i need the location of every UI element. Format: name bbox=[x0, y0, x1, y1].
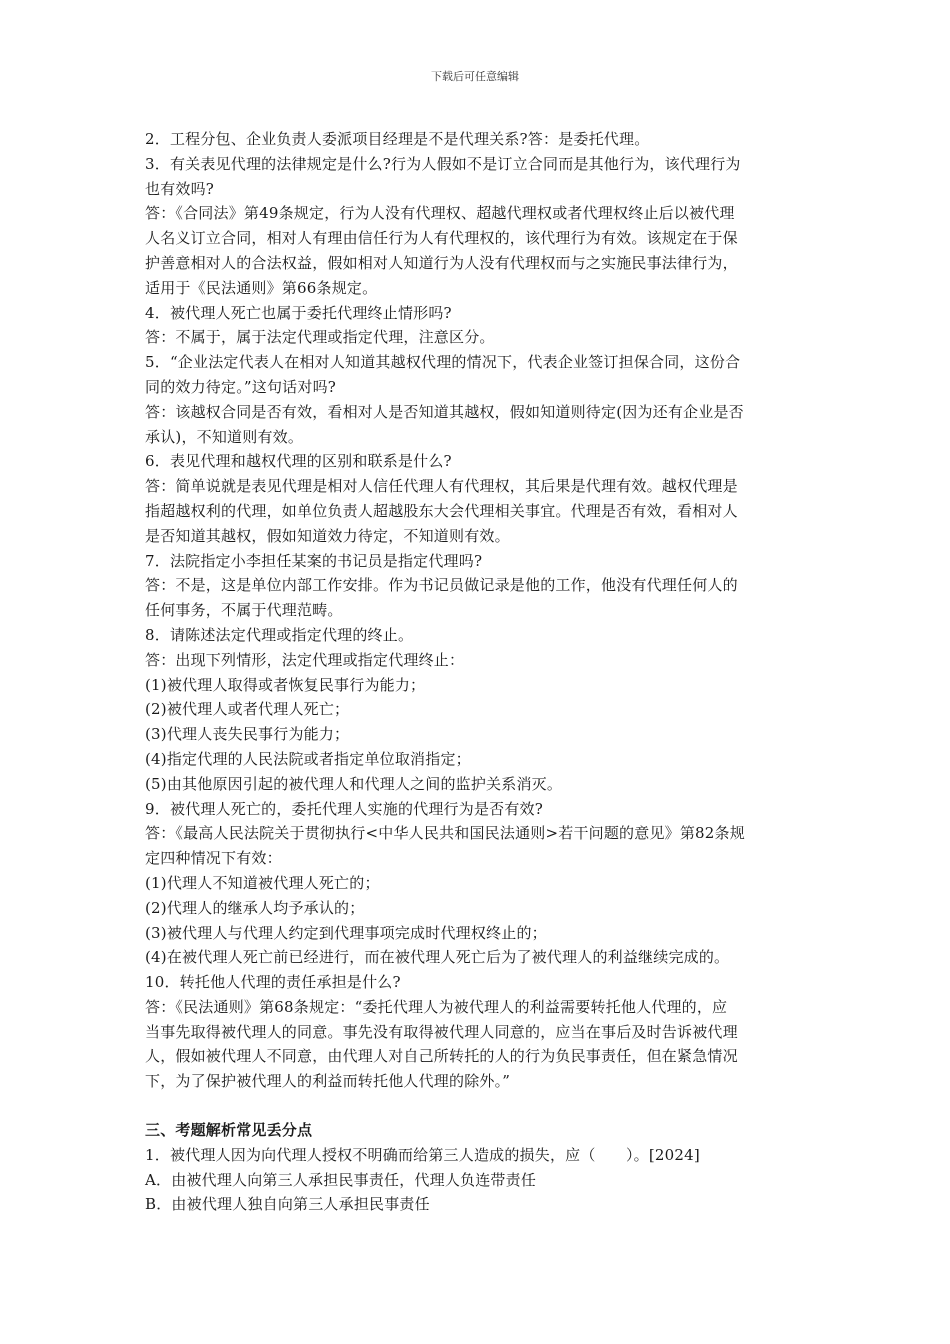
text-line: 5．“企业法定代表人在相对人知道其越权代理的情况下，代表企业签订担保合同，这份合 bbox=[145, 353, 741, 372]
text-line: 答：简单说就是表见代理是相对人信任代理人有代理权，其后果是代理有效。越权代理是 bbox=[145, 477, 738, 496]
text-line: (4)在被代理人死亡前已经进行，而在被代理人死亡后为了被代理人的利益继续完成的。 bbox=[145, 948, 730, 967]
text-line: 3．有关表见代理的法律规定是什么?行为人假如不是订立合同而是其他行为，该代理行为 bbox=[145, 154, 741, 173]
section-heading: 三、考题解析常见丢分点 bbox=[145, 1121, 313, 1140]
text-line: 指超越权利的代理，如单位负责人超越股东大会代理相关事宜。代理是否有效，看相对人 bbox=[145, 501, 738, 520]
text-line: 当事先取得被代理人的同意。事先没有取得被代理人同意的，应当在事后及时告诉被代理 bbox=[145, 1022, 738, 1041]
text-line: 承认)，不知道则有效。 bbox=[145, 427, 304, 446]
text-line: 下，为了保护被代理人的利益而转托他人代理的除外。” bbox=[145, 1072, 511, 1091]
text-line: 护善意相对人的合法权益，假如相对人知道行为人没有代理权而与之实施民事法律行为， bbox=[145, 253, 738, 272]
text-line: (2)代理人的继承人均予承认的； bbox=[145, 898, 365, 917]
text-line: (4)指定代理的人民法院或者指定单位取消指定； bbox=[145, 749, 471, 768]
text-line: (3)被代理人与代理人约定到代理事项完成时代理权终止的； bbox=[145, 923, 547, 942]
text-line: 答：不属于，属于法定代理或指定代理，注意区分。 bbox=[145, 328, 495, 347]
text-line: 7．法院指定小李担任某案的书记员是指定代理吗? bbox=[145, 551, 483, 570]
text-line: 适用于《民法通则》第66条规定。 bbox=[145, 278, 378, 297]
text-line: 答：不是，这是单位内部工作安排。作为书记员做记录是他的工作，他没有代理任何人的 bbox=[145, 576, 738, 595]
text-line: 10．转托他人代理的责任承担是什么? bbox=[145, 973, 401, 992]
page-header: 下载后可任意编辑 bbox=[431, 70, 519, 83]
text-line: (5)由其他原因引起的被代理人和代理人之间的监护关系消灭。 bbox=[145, 774, 563, 793]
question-line: 1．被代理人因为向代理人授权不明确而给第三人造成的损失，应（ ）。[2024] bbox=[145, 1145, 700, 1164]
question-line: B．由被代理人独自向第三人承担民事责任 bbox=[145, 1195, 430, 1214]
text-line: (2)被代理人或者代理人死亡； bbox=[145, 700, 350, 719]
exam-section bbox=[145, 1143, 813, 1217]
text-line: 答：《合同法》第49条规定，行为人没有代理权、超越代理权或者代理权终止后以被代理 bbox=[145, 204, 735, 223]
text-line: 人名义订立合同，相对人有理由信任行为人有代理权的，该代理行为有效。该规定在于保 bbox=[145, 229, 738, 248]
text-line: 4．被代理人死亡也属于委托代理终止情形吗? bbox=[145, 303, 452, 322]
text-line: 是否知道其越权，假如知道效力待定，不知道则有效。 bbox=[145, 526, 510, 545]
text-line: 答：该越权合同是否有效，看相对人是否知道其越权，假如知道则待定(因为还有企业是否 bbox=[145, 402, 744, 421]
text-line: (3)代理人丧失民事行为能力； bbox=[145, 725, 350, 744]
text-line: (1)被代理人取得或者恢复民事行为能力； bbox=[145, 675, 426, 694]
text-line: 同的效力待定。”这句话对吗? bbox=[145, 377, 337, 396]
text-line: 8．请陈述法定代理或指定代理的终止。 bbox=[145, 625, 414, 644]
text-line: 任何事务，不属于代理范畴。 bbox=[145, 601, 343, 620]
document-body bbox=[145, 127, 813, 1217]
qa-section bbox=[145, 127, 813, 1094]
text-line: 答：出现下列情形，法定代理或指定代理终止： bbox=[145, 650, 465, 669]
text-line: 答：《最高人民法院关于贯彻执行<中华人民共和国民法通则>若干问题的意见》第82条规 bbox=[145, 824, 745, 843]
section-gap bbox=[145, 1094, 813, 1118]
question-line: A．由被代理人向第三人承担民事责任，代理人负连带责任 bbox=[145, 1170, 537, 1189]
text-line: 定四种情况下有效： bbox=[145, 849, 282, 868]
text-line: (1)代理人不知道被代理人死亡的； bbox=[145, 873, 380, 892]
text-line: 人，假如被代理人不同意，由代理人对自己所转托的人的行为负民事责任，但在紧急情况 bbox=[145, 1047, 738, 1066]
text-line: 答：《民法通则》第68条规定：“委托代理人为被代理人的利益需要转托他人代理的，应 bbox=[145, 997, 728, 1016]
text-line: 也有效吗? bbox=[145, 179, 215, 198]
text-line: 2．工程分包、企业负责人委派项目经理是不是代理关系?答：是委托代理。 bbox=[145, 130, 650, 148]
text-line: 9．被代理人死亡的，委托代理人实施的代理行为是否有效? bbox=[145, 799, 543, 818]
text-line: 6．表见代理和越权代理的区别和联系是什么? bbox=[145, 452, 452, 471]
